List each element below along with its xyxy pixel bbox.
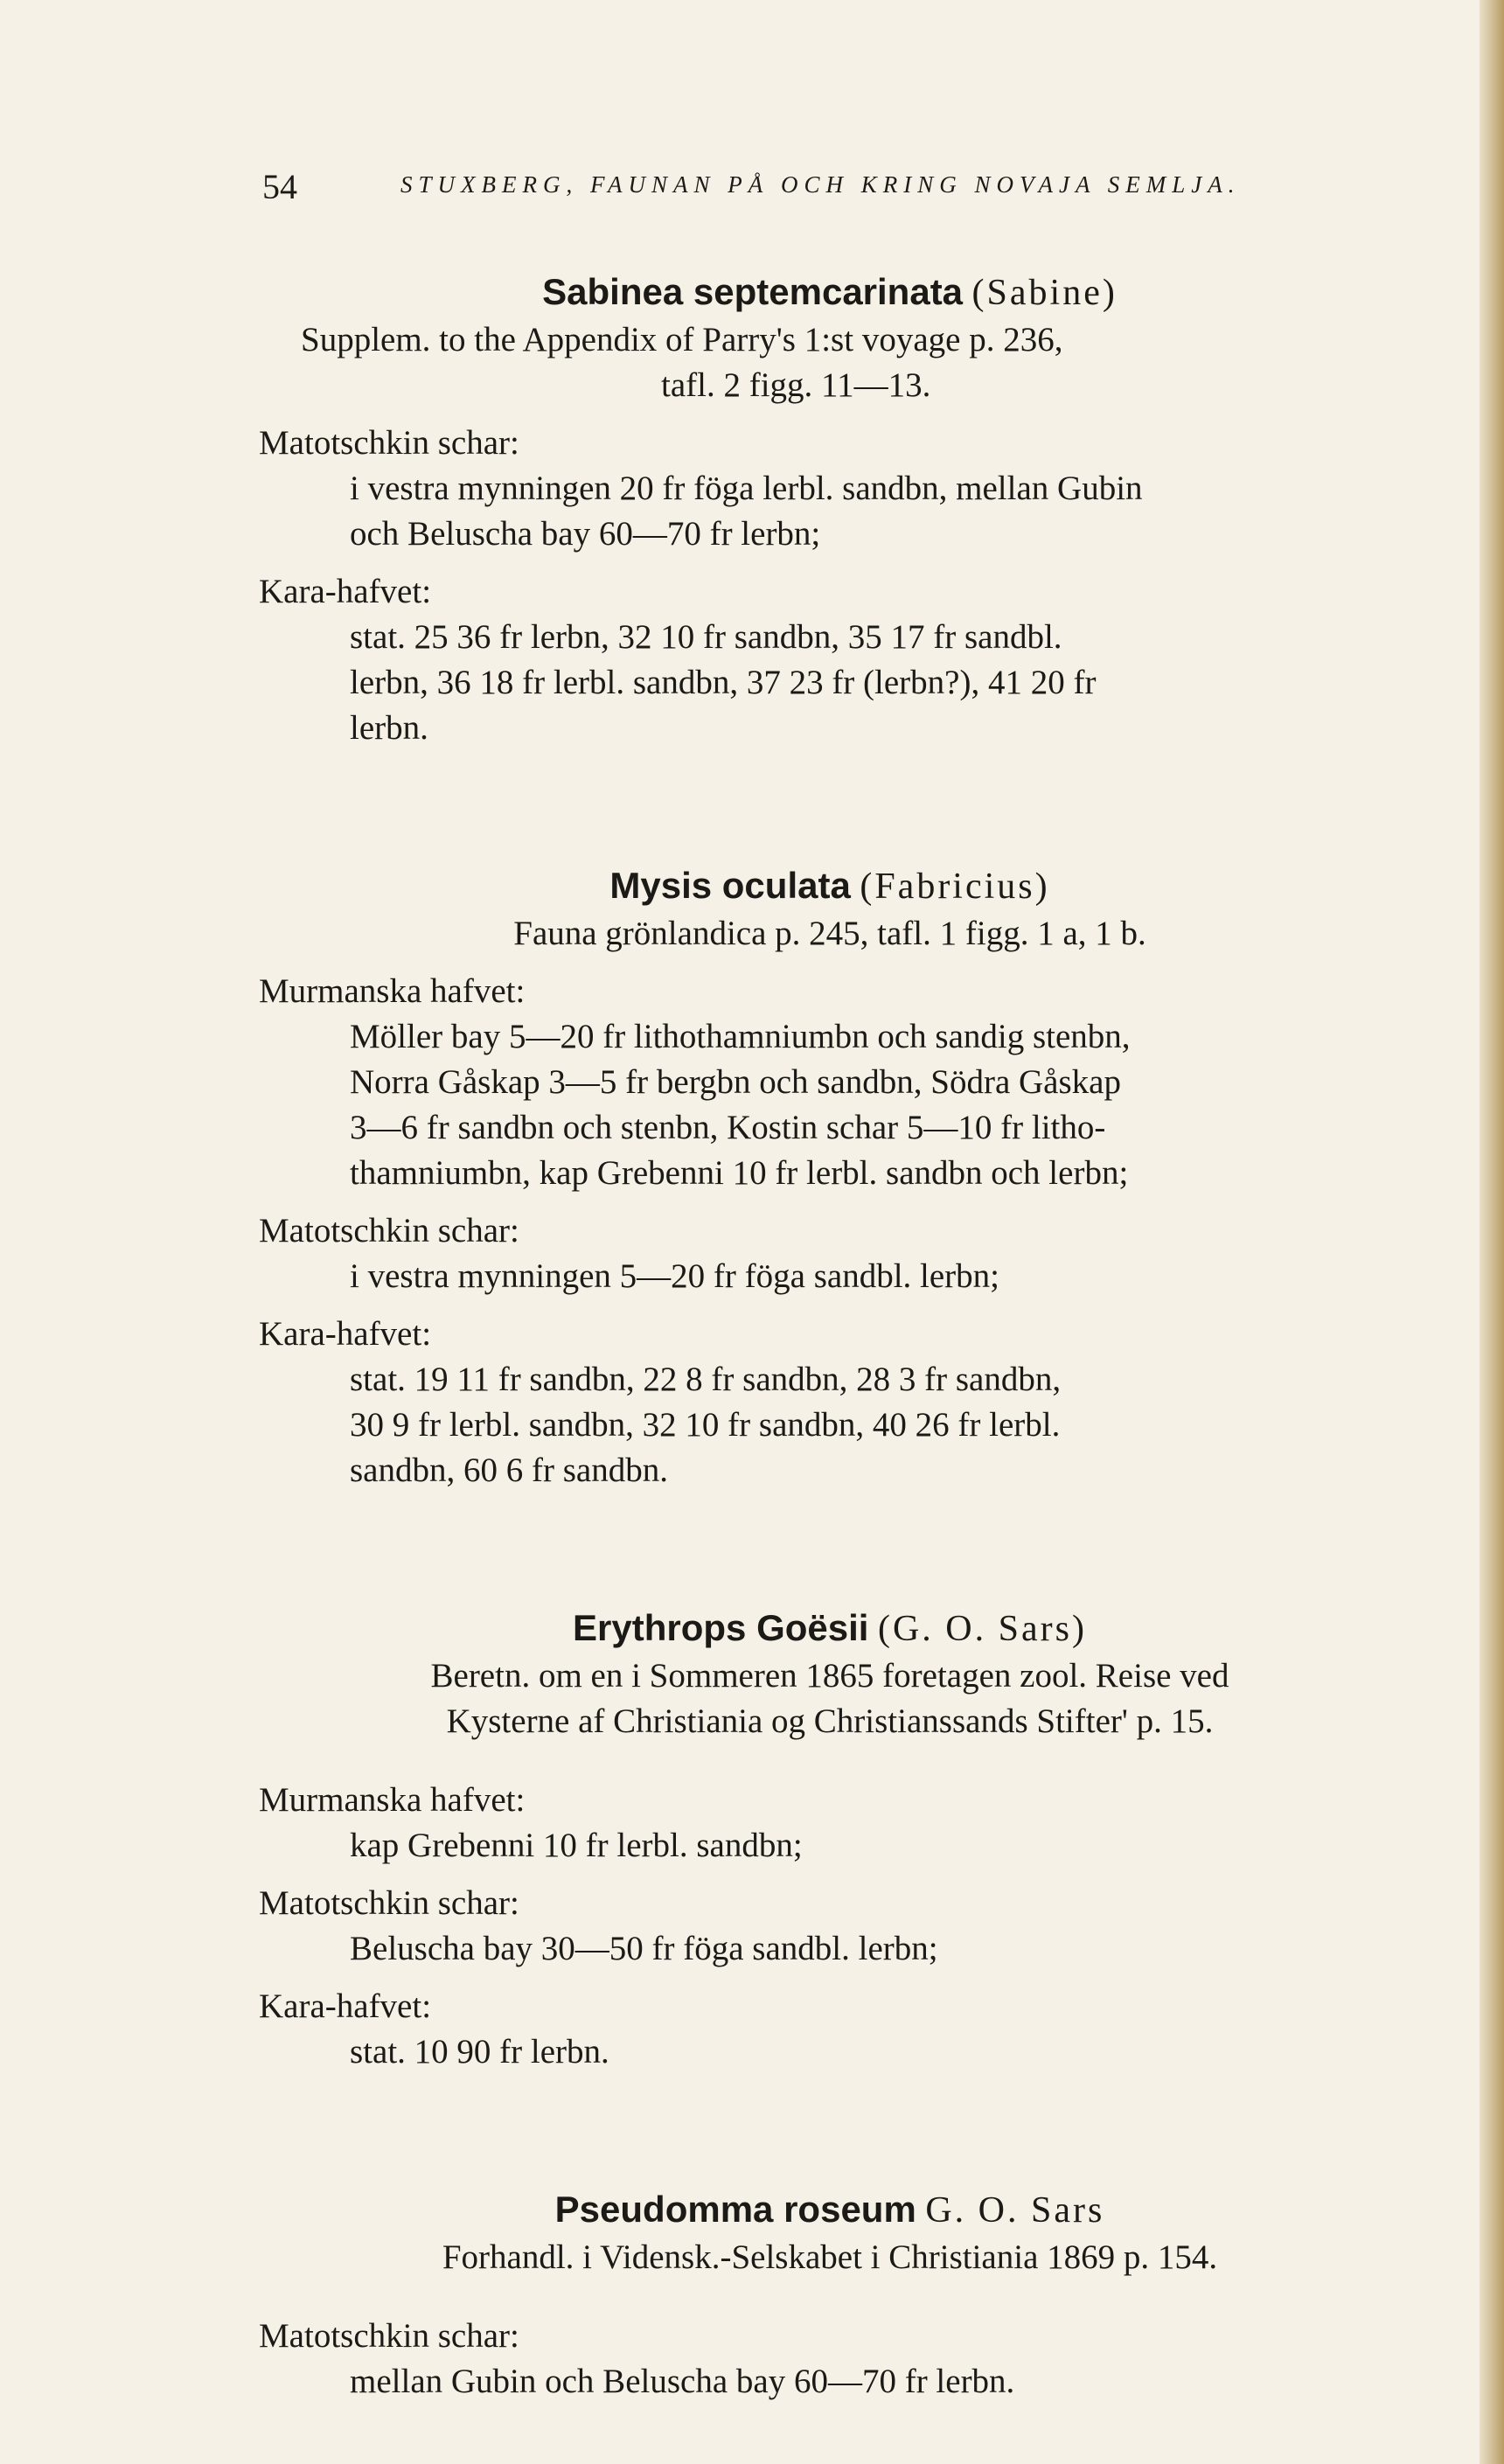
species-authority: (Sabine)	[971, 273, 1118, 313]
reference-line: Fauna grönlandica p. 245, tafl. 1 figg. 1 a, 1 b.	[513, 915, 1146, 952]
locality-list	[259, 1357, 1401, 1493]
literature-reference	[259, 911, 1401, 957]
species-name: Pseudomma roseum	[554, 2189, 916, 2230]
locality-line: i vestra mynningen 20 fr föga lerbl. sandbn, mellan Gubin	[350, 470, 1143, 507]
species-title	[259, 1604, 1401, 1653]
locality-line: thamniumbn, kap Grebenni 10 fr lerbl. sandbn och lerbn;	[350, 1154, 1129, 1192]
locality-line: 3—6 fr sandbn och stenbn, Kostin schar 5—10 fr litho-	[350, 1109, 1106, 1146]
region-heading: Matotschkin schar:	[259, 1212, 519, 1249]
page-body	[259, 262, 1401, 2405]
locality-line: 30 9 fr lerbl. sandbn, 32 10 fr sandbn, 40 26 fr lerbl.	[350, 1406, 1061, 1444]
reference-line: Forhandl. i Vidensk.-Selskabet i Christiania 1869 p. 154.	[442, 2238, 1218, 2276]
locality-list	[259, 2359, 1401, 2405]
species-entry-mysis	[259, 861, 1401, 1493]
reference-line: tafl. 2 figg. 11—13.	[661, 366, 931, 404]
species-name: Erythrops Goësii	[573, 1607, 869, 1648]
locality-line: stat. 19 11 fr sandbn, 22 8 fr sandbn, 28 3 fr sandbn,	[350, 1361, 1062, 1398]
region-heading: Kara-hafvet:	[259, 1315, 432, 1353]
species-title	[259, 861, 1401, 911]
reference-line: Beretn. om en i Sommeren 1865 foretagen zool. Reise ved	[430, 1657, 1229, 1695]
locality-line: kap Grebenni 10 fr lerbl. sandbn;	[350, 1827, 803, 1864]
literature-reference	[259, 2235, 1401, 2280]
locality-list	[259, 466, 1401, 557]
locality-list	[259, 2029, 1401, 2075]
locality-line: mellan Gubin och Beluscha bay 60—70 fr lerbn.	[350, 2363, 1015, 2400]
species-authority: (Fabricius)	[860, 867, 1050, 907]
region-heading: Murmanska hafvet:	[259, 1781, 526, 1819]
species-title	[259, 2185, 1401, 2235]
region-heading: Matotschkin schar:	[259, 1884, 519, 1922]
locality-line: och Beluscha bay 60—70 fr lerbn;	[350, 515, 821, 553]
species-entry-pseudomma	[259, 2185, 1401, 2405]
locality-line: Beluscha bay 30—50 fr föga sandbl. lerbn;	[350, 1930, 938, 1967]
locality-line: lerbn, 36 18 fr lerbl. sandbn, 37 23 fr (lerbn?), 41 20 fr	[350, 664, 1097, 701]
species-authority: (G. O. Sars)	[877, 1609, 1087, 1649]
literature-reference	[259, 1653, 1401, 1744]
locality-line: stat. 25 36 fr lerbn, 32 10 fr sandbn, 35 17 fr sandbl.	[350, 618, 1062, 656]
locality-list	[259, 1254, 1401, 1299]
locality-line: Möller bay 5—20 fr lithothamniumbn och sandig stenbn,	[350, 1018, 1131, 1055]
region-heading: Matotschkin schar:	[259, 2317, 519, 2355]
reference-line: Kysterne af Christiania og Christianssands Stifter' p. 15.	[446, 1702, 1214, 1740]
running-title: STUXBERG, FAUNAN PÅ OCH KRING NOVAJA SEMLJA.	[400, 171, 1241, 198]
species-entry-sabinea	[259, 268, 1401, 751]
region-heading: Kara-hafvet:	[259, 1987, 432, 2025]
locality-list	[259, 1823, 1401, 1869]
species-authority: G. O. Sars	[925, 2190, 1105, 2231]
locality-list	[259, 615, 1401, 751]
page-number: 54	[262, 167, 297, 206]
reference-line: Supplem. to the Appendix of Parry's 1:st voyage p. 236,	[301, 321, 1063, 358]
locality-list	[259, 1014, 1401, 1196]
region-heading: Matotschkin schar:	[259, 424, 519, 462]
locality-line: Norra Gåskap 3—5 fr bergbn och sandbn, Södra Gåskap	[350, 1063, 1121, 1101]
page-edge-shadow	[1480, 0, 1504, 2464]
region-heading: Murmanska hafvet:	[259, 972, 526, 1010]
species-entry-erythrops	[259, 1604, 1401, 2075]
species-name: Sabinea septemcarinata	[542, 271, 964, 312]
locality-line: stat. 10 90 fr lerbn.	[350, 2033, 609, 2071]
literature-reference	[259, 317, 1401, 408]
species-title	[259, 268, 1401, 317]
region-heading: Kara-hafvet:	[259, 573, 432, 610]
locality-line: lerbn.	[350, 709, 428, 747]
locality-line: sandbn, 60 6 fr sandbn.	[350, 1451, 668, 1489]
locality-list	[259, 1926, 1401, 1972]
locality-line: i vestra mynningen 5—20 fr föga sandbl. lerbn;	[350, 1257, 999, 1295]
species-name: Mysis oculata	[609, 865, 851, 906]
